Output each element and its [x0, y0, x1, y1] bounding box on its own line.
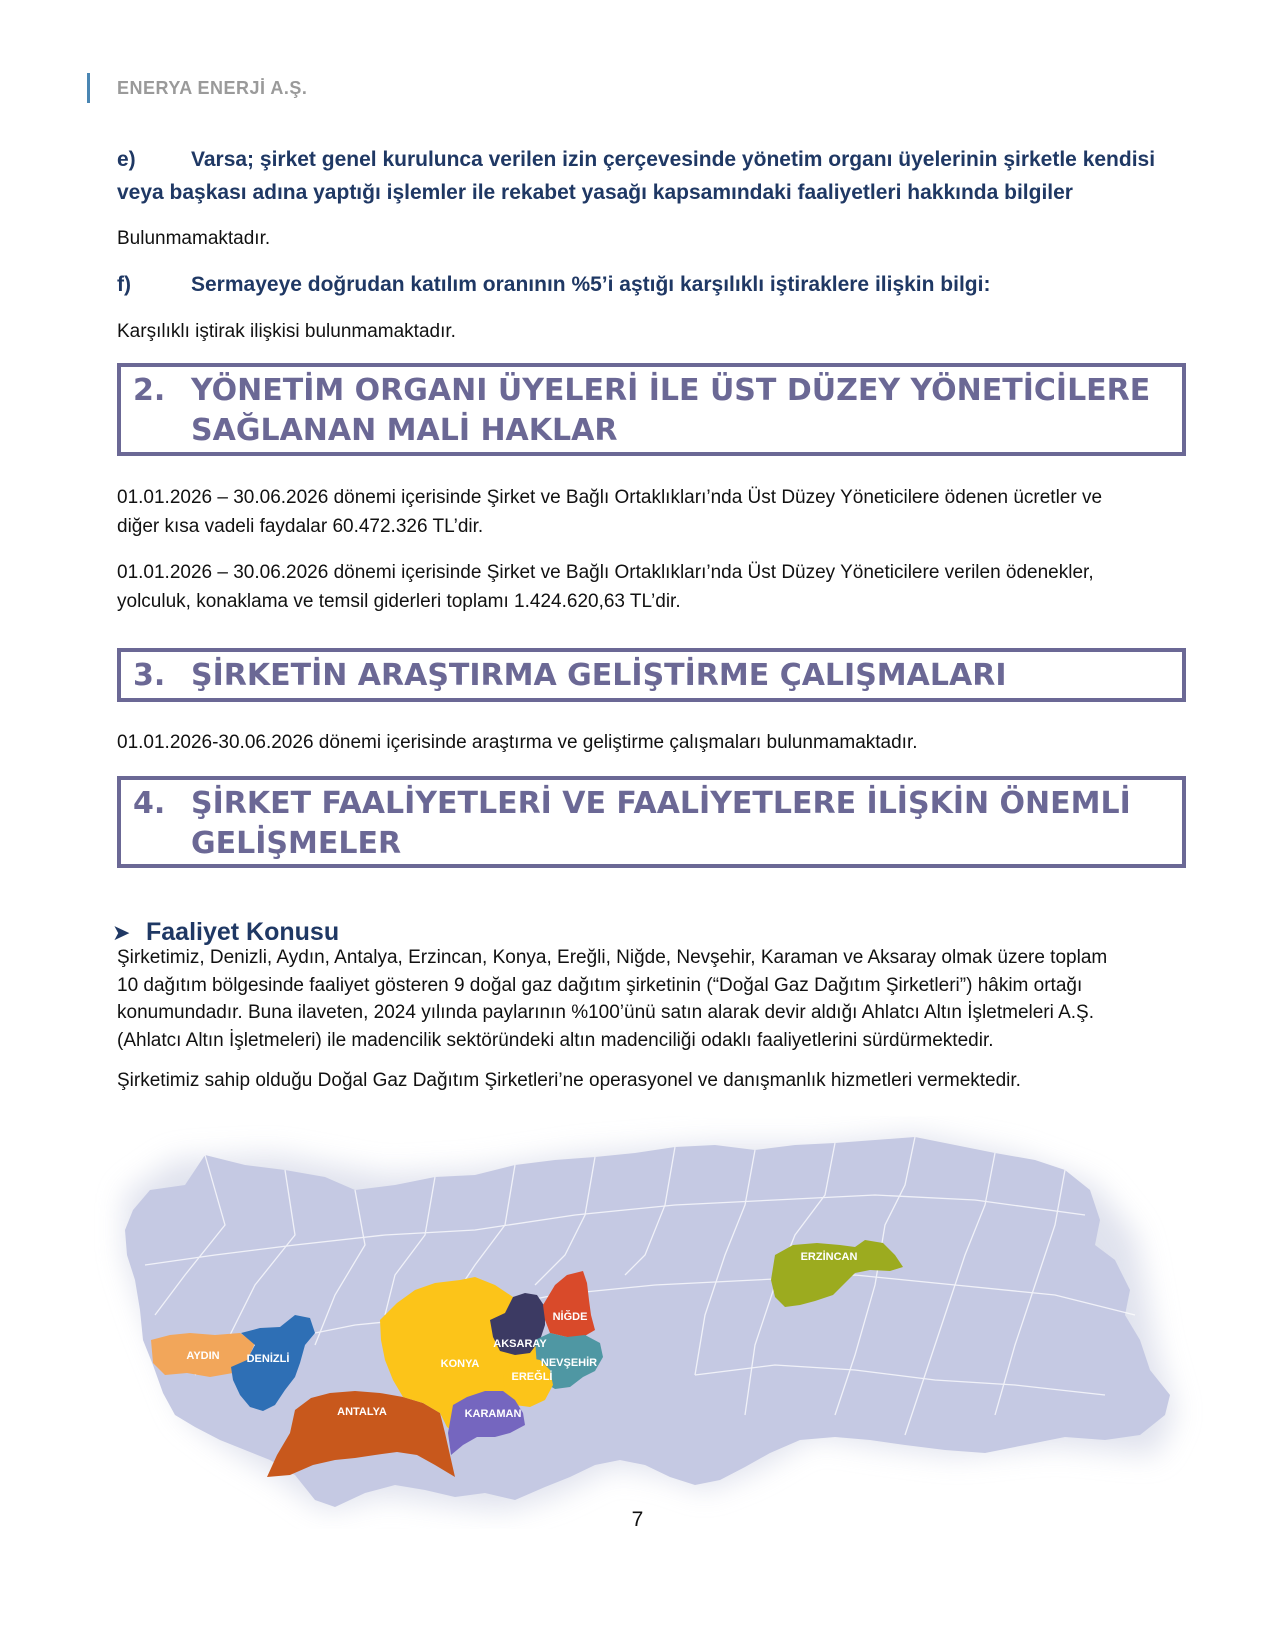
- item-f-answer: Karşılıklı iştirak ilişkisi bulunmamaktadır.: [117, 321, 456, 342]
- label-aydin: AYDIN: [186, 1350, 220, 1362]
- item-e-line1: Varsa; şirket genel kurulunca verilen izin çerçevesinde yönetim organı üyelerinin şirketle kendisi: [191, 148, 1156, 171]
- label-erzincan: ERZİNCAN: [800, 1251, 858, 1263]
- section-2-p1-line2: diğer kısa vadeli faydalar 60.472.326 TL’dir.: [117, 516, 484, 537]
- page-number: 7: [631, 1508, 644, 1531]
- section-4-paragraph-2: Şirketimiz sahip olduğu Doğal Gaz Dağıtım Şirketleri’ne operasyonel ve danışmanlık hizmetleri vermektedir.: [117, 1070, 1021, 1091]
- label-denizli: DENİZLİ: [246, 1353, 290, 1365]
- item-e-line2: veya başkası adına yaptığı işlemler ile rekabet yasağı kapsamındaki faaliyetleri hakkında bilgiler: [117, 181, 1073, 204]
- section-4-p1-line4: (Ahlatcı Altın İşletmeleri) ile madencilik sektöründeki altın madenciliği odaklı faaliyetlerini sürdürmektedir.: [117, 1029, 994, 1051]
- section-3-title-box: [117, 648, 1186, 702]
- section-3-paragraph: 01.01.2026-30.06.2026 dönemi içerisinde araştırma ve geliştirme çalışmaları bulunmamaktadır.: [117, 732, 918, 753]
- section-4-number: 4.: [133, 786, 166, 821]
- section-2-paragraph-1: [117, 483, 1192, 541]
- section-2-p2-line2: yolculuk, konaklama ve temsil giderleri toplamı 1.424.620,63 TL’dir.: [117, 591, 681, 612]
- item-e-label: e): [117, 148, 136, 171]
- section-2-title: [191, 371, 1171, 451]
- header-accent-bar: [87, 73, 90, 103]
- map-svg: [55, 1115, 1215, 1575]
- item-f-line1: Sermayeye doğrudan katılım oranının %5’i aştığı karşılıklı iştiraklere ilişkin bilgi:: [191, 273, 991, 296]
- section-4-title-line1: ŞİRKET FAALİYETLERİ VE FAALİYETLERE İLİŞKİN ÖNEMLİ: [191, 786, 1131, 821]
- label-nevsehir: NEVŞEHİR: [540, 1357, 598, 1369]
- faaliyet-konusu-title: Faaliyet Konusu: [146, 918, 340, 946]
- section-3-title: ŞİRKETİN ARAŞTIRMA GELİŞTİRME ÇALIŞMALARI: [191, 658, 1007, 693]
- section-4-title-box: [117, 776, 1186, 868]
- section-4-title-line2: GELİŞMELER: [191, 826, 402, 861]
- section-4-title: [191, 784, 1171, 864]
- label-nigde: NİĞDE: [552, 1311, 588, 1323]
- arrow-bullet-icon: ➤: [112, 920, 131, 945]
- section-2-p1-line1: 01.01.2026 – 30.06.2026 dönemi içerisinde Şirket ve Bağlı Ortaklıkları’nda Üst Düzey Yöneticilere ödenen ücretler ve: [117, 487, 1103, 508]
- section-3-number: 3.: [133, 658, 166, 693]
- section-2-p2-line1: 01.01.2026 – 30.06.2026 dönemi içerisinde Şirket ve Bağlı Ortaklıkları’nda Üst Düzey Yöneticilere verilen ödenekler,: [117, 562, 1094, 583]
- section-2-title-box: [117, 363, 1186, 456]
- label-aksaray: AKSARAY: [493, 1338, 547, 1350]
- item-e-heading: [117, 143, 1192, 209]
- section-4-p1-line3: konumundadır. Buna ilaveten, 2024 yılında paylarının %100’ünü satın alarak devir aldığı Ahlatcı Altın İşletmeleri A.Ş.: [117, 1002, 1094, 1023]
- label-eregli: EREĞLİ: [511, 1371, 553, 1383]
- item-f-heading: [117, 268, 1192, 301]
- section-2-number: 2.: [133, 373, 166, 408]
- item-e-answer: Bulunmamaktadır.: [117, 228, 271, 249]
- label-antalya: ANTALYA: [337, 1406, 387, 1418]
- section-2-title-line2: SAĞLANAN MALİ HAKLAR: [191, 413, 618, 448]
- section-2-title-line1: YÖNETİM ORGANI ÜYELERİ İLE ÜST DÜZEY YÖNETİCİLERE: [191, 373, 1151, 408]
- section-4-paragraph-1: [117, 944, 1192, 1054]
- section-4-p1-line2: 10 dağıtım bölgesinde faaliyet gösteren 9 doğal gaz dağıtım şirketinin (“Doğal Gaz Dağıtım Şirketleri”) hâkim ortağı: [117, 974, 1083, 996]
- company-name: ENERYA ENERJİ A.Ş.: [117, 78, 308, 98]
- turkey-distribution-map: [55, 1115, 1215, 1575]
- label-konya: KONYA: [440, 1358, 480, 1370]
- faaliyet-konusu-heading: [112, 918, 339, 947]
- item-f-label: f): [117, 273, 131, 296]
- label-karaman: KARAMAN: [464, 1408, 522, 1420]
- section-2-paragraph-2: [117, 558, 1192, 616]
- section-4-p1-line1: Şirketimiz, Denizli, Aydın, Antalya, Erzincan, Konya, Ereğli, Niğde, Nevşehir, Karaman ve Aksaray olmak üzere toplam: [117, 947, 1108, 968]
